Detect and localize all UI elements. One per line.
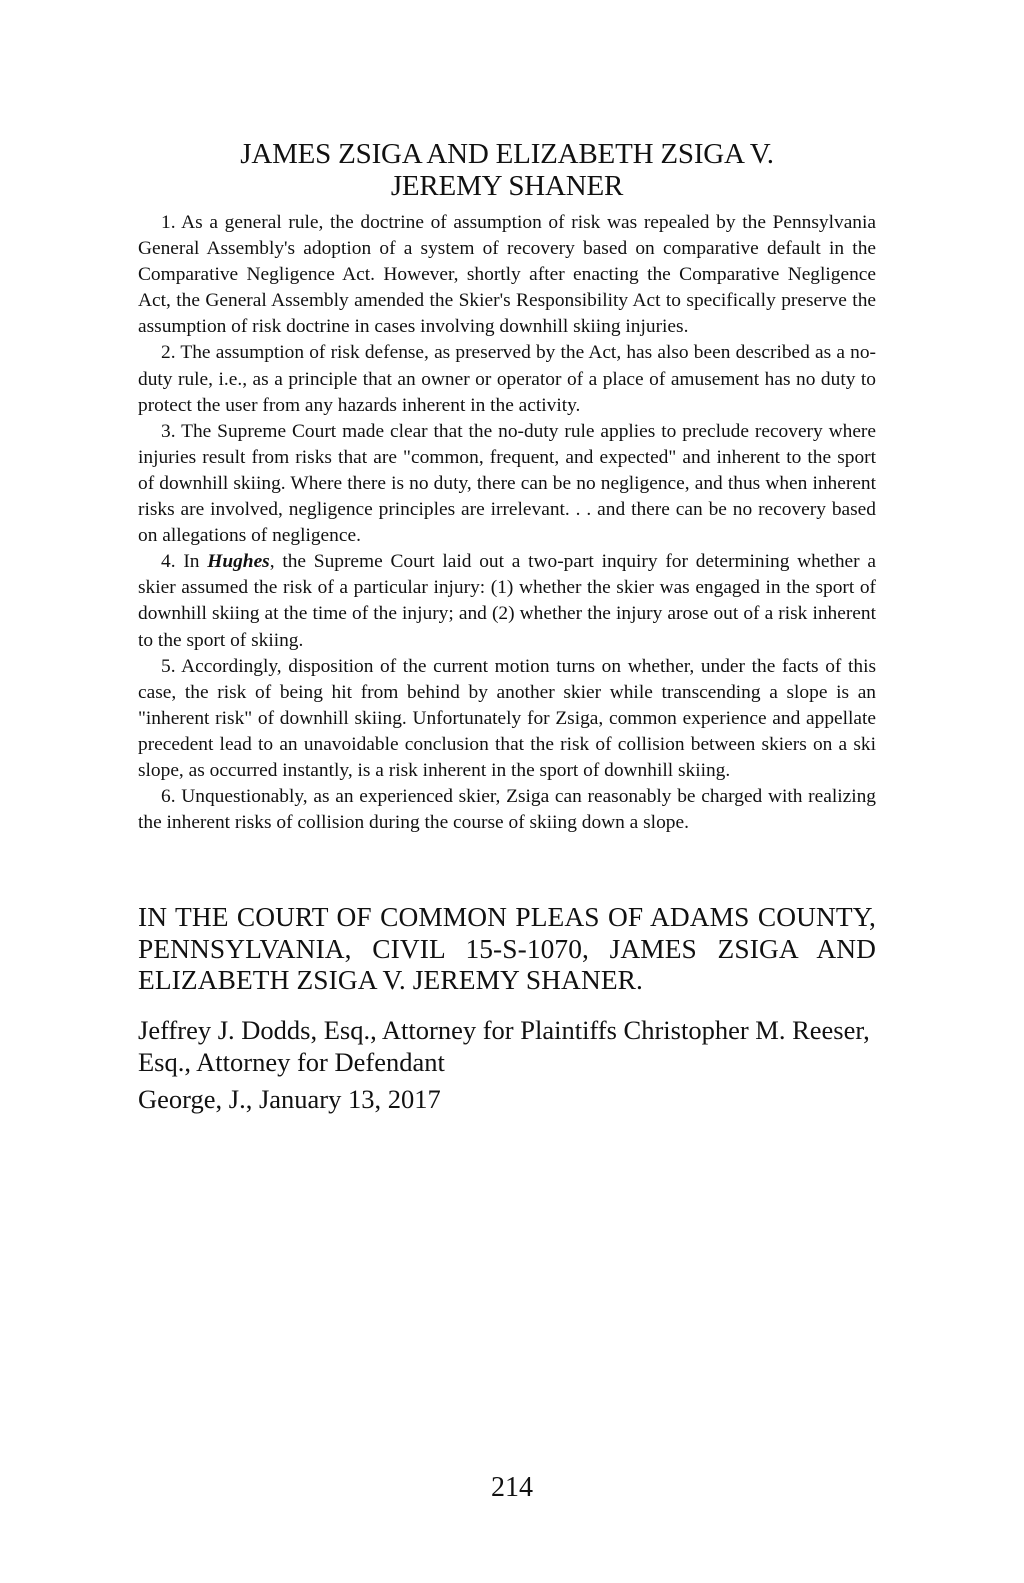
headnote-text: Unquestionably, as an experienced skier, Zsiga can reasonably be charged with realizing the inherent risks of collision during the course of skiing down a slope.	[138, 786, 876, 834]
headnotes	[138, 210, 876, 836]
caption-line-1: JAMES ZSIGA AND ELIZABETH ZSIGA V.	[240, 138, 774, 170]
headnote-number: 4.	[161, 551, 176, 573]
headnote-text: The Supreme Court made clear that the no-duty rule applies to preclude recovery where injuries result from risks that are "common, frequent, and expected" and inherent to the sport of downhill skiing. Where there is no duty, there can be no negligence, and thus when inherent risks are involved, negligence principles are irrelevant. . . and there can be no recovery based on allegations of negligence.	[138, 420, 876, 547]
headnote-2	[138, 340, 876, 418]
court-heading: IN THE COURT OF COMMON PLEAS OF ADAMS COUNTY, PENNSYLVANIA, CIVIL 15-S-1070, JAMES ZSIGA AND ELIZABETH ZSIGA V. JEREMY SHANER.	[138, 902, 876, 995]
case-name: Hughes	[207, 551, 270, 573]
headnote-6	[138, 784, 876, 836]
headnote-5	[138, 654, 876, 784]
headnote-1	[138, 210, 876, 340]
page-number: 214	[491, 1472, 533, 1503]
headnote-number: 2.	[161, 342, 176, 364]
headnote-text-before: In	[183, 551, 200, 573]
headnote-text: The assumption of risk defense, as preserved by the Act, has also been described as a no-duty rule, i.e., as a principle that an owner or operator of a place of amusement has no duty to protect the user from any hazards inherent in the activity.	[138, 342, 877, 416]
case-caption	[138, 138, 876, 202]
headnote-text: Accordingly, disposition of the current motion turns on whether, under the facts of this case, the risk of being hit from behind by another skier while transcending a slope is an "inherent risk" of downhill skiing. Unfortunately for Zsiga, common experience and appellate precedent lead to an unavoidable conclusion that the risk of collision between skiers on a ski slope, as occurred instantly, is a risk inherent in the sport of downhill skiing.	[138, 655, 876, 781]
headnote-3	[138, 419, 876, 549]
headnote-number: 6.	[161, 786, 176, 808]
attorneys-line: Jeffrey J. Dodds, Esq., Attorney for Plaintiffs Christopher M. Reeser, Esq., Attorney for Defendant	[138, 1015, 870, 1077]
headnote-text: As a general rule, the doctrine of assumption of risk was repealed by the Pennsylvania General Assembly's adoption of a system of recovery based on comparative default in the Comparative Negligence Act. However, shortly after enacting the Comparative Negligence Act, the General Assembly amended the Skier's Responsibility Act to specifically preserve the assumption of risk doctrine in cases involving downhill skiing injuries.	[138, 212, 876, 338]
headnote-number: 1.	[161, 212, 176, 233]
headnote-number: 3.	[161, 420, 176, 442]
headnote-4	[138, 549, 876, 653]
judge-date-line: George, J., January 13, 2017	[138, 1084, 441, 1114]
headnote-text-after: , the Supreme Court laid out a two-part inquiry for determining whether a skier assumed the risk of a particular injury: (1) whether the skier was engaged in the sport of downhill skiing at the time of the injury; and (2) whether the injury arose out of a risk inherent to the sport of skiing.	[138, 551, 876, 651]
headnote-number: 5.	[161, 655, 176, 677]
caption-line-2: JEREMY SHANER	[390, 170, 624, 202]
